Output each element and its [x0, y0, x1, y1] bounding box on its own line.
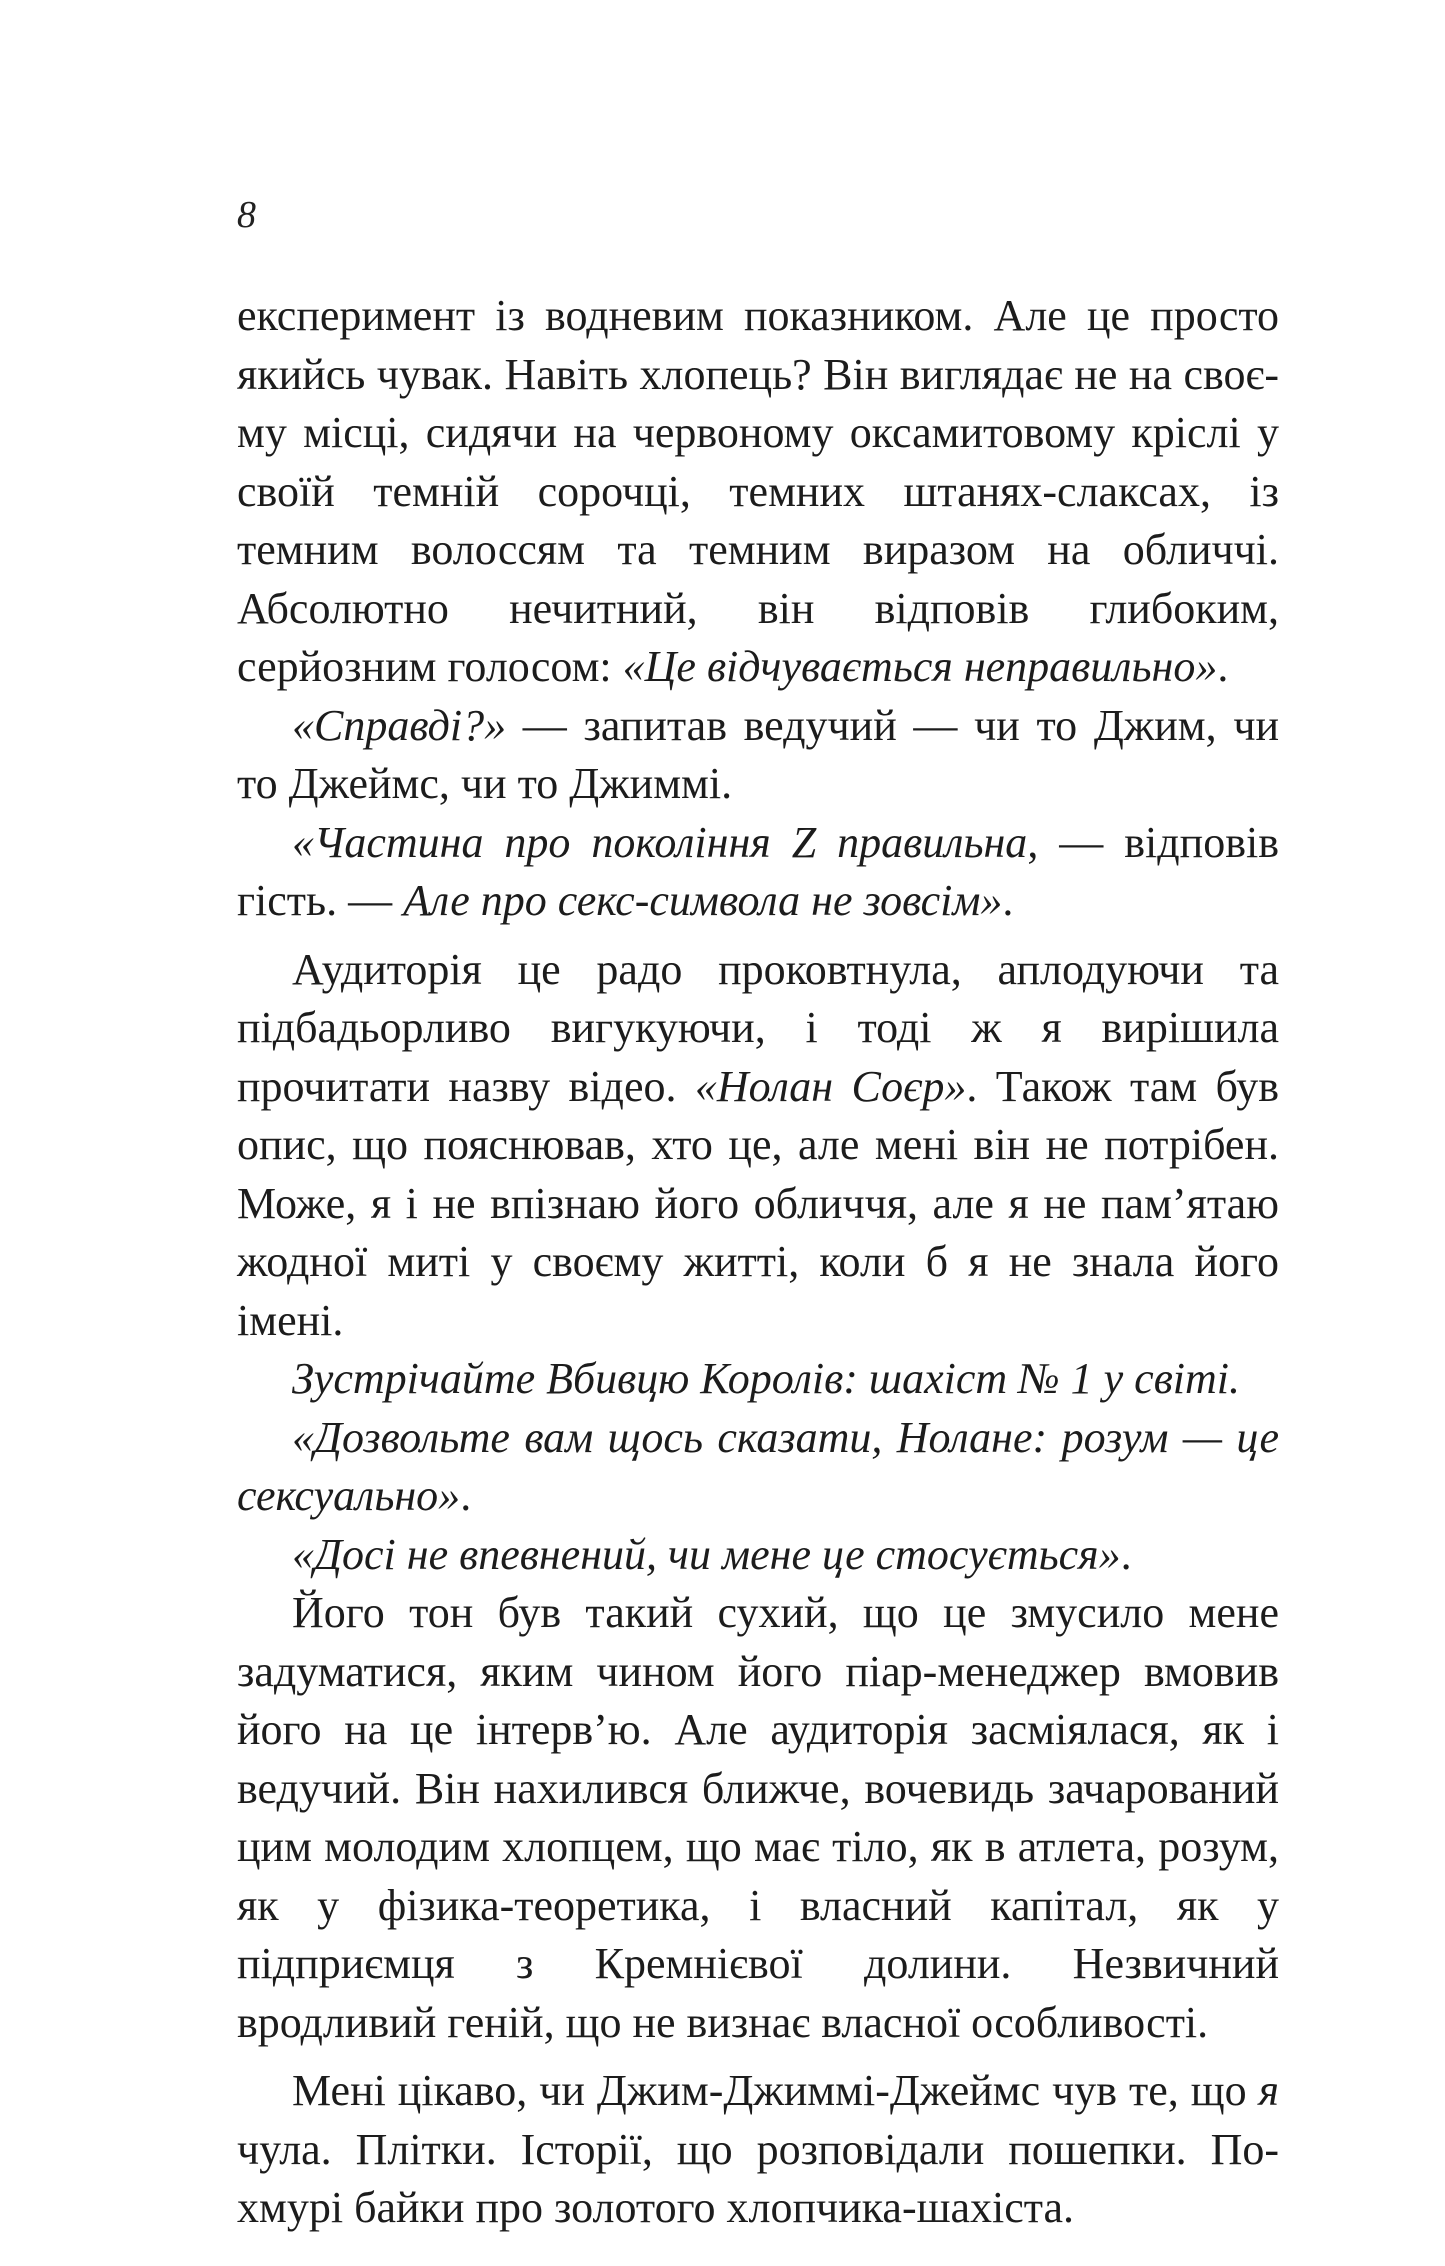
paragraph: [237, 2062, 1279, 2238]
text-run: .: [1002, 876, 1014, 925]
text-run: .: [460, 1471, 472, 1520]
text-run: .: [1217, 642, 1229, 691]
paragraph: [237, 1526, 1279, 1585]
text-run: — запитав ведучий — чи то Джим, чи то Джеймс, чи то Джиммі.: [237, 700, 1279, 808]
italic-text: «Дозвольте вам щось сказати, Нолане: розум — це сексуально»: [237, 1412, 1279, 1520]
text-run: , — відповів гість. —: [237, 817, 1279, 925]
paragraph: [237, 1350, 1279, 1409]
text-run: .: [1120, 1529, 1132, 1579]
paragraph: [237, 1584, 1279, 2052]
paragraph: [237, 1409, 1279, 1526]
paragraph: [237, 697, 1279, 814]
page-number: 8: [237, 194, 256, 236]
page-body-text: [237, 287, 1279, 2238]
text-run: . Також там був опис, що пояснював, хто це, але мені він не потрібен. Може, я і не впізнаю його обличчя, але я не пам’ятаю жодної миті у своєму житті, коли б я не знала його імені.: [237, 1061, 1279, 1345]
text-run: Мені цікаво, чи Джим-Джиммі-Джеймс чув те, що: [292, 2066, 1259, 2115]
paragraph: [237, 814, 1279, 931]
paragraph: [237, 287, 1279, 697]
text-run: Його тон був такий сухий, що це змусило мене задуматися, яким чином його піар-менеджер вмовив його на це інтерв’ю. Але аудиторія засміялася, як і ведучий. Він нахилився ближче, вочевидь зачарований цим молодим хлопцем, що має тіло, як в атлета, розум, як у фізика-теоретика, і власний капітал, як у підприємця з Кремнієвої долини. Незвичний вродливий геній, що не визнає власної особливості.: [237, 1588, 1279, 2047]
text-run: чула. Плітки. Історії, що розповідали пошепки. Похмурі байки про золотого хлопчика-шахіста.: [237, 2124, 1279, 2232]
text-run: Аудиторія це радо проковтнула, аплодуючи та підбадьорливо вигукуючи, і тоді ж я вирішила прочитати назву відео.: [237, 944, 1279, 1111]
italic-text: «Частина про покоління Z правильна: [292, 817, 1028, 867]
italic-text: я: [1258, 2066, 1279, 2115]
italic-text: «Нолан Соєр»: [694, 1061, 967, 1111]
italic-text: Але про секс-символа не зовсім»: [403, 876, 1003, 925]
italic-text: Зустрічайте Вбивцю Королів: шахіст № 1 у світі.: [292, 1354, 1241, 1403]
italic-text: «Досі не впевнений, чи мене це стосується»: [292, 1529, 1121, 1579]
paragraph: [237, 941, 1279, 1351]
italic-text: «Це відчувається неправильно»: [622, 642, 1218, 691]
italic-text: «Справді?»: [292, 700, 507, 750]
text-run: експеримент із водневим показником. Але це просто якийсь чувак. Навіть хлопець? Він виглядає не на своєму місці, сидячи на червоному оксамитовому кріслі у своїй темній сорочці, темних штанях-слаксах, із темним волоссям та темним виразом на обличчі. Абсолютно нечитний, він відповів глибоким, серйозним голосом:: [237, 291, 1279, 691]
